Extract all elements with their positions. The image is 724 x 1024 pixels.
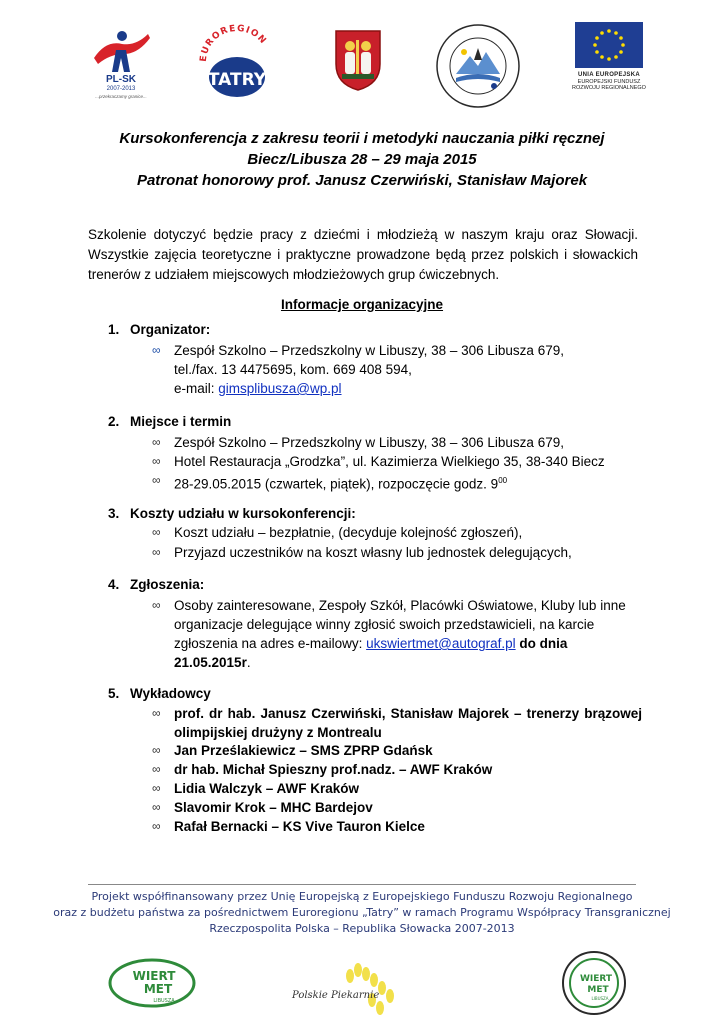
registration-email-link[interactable]: ukswiertmet@autograf.pl: [366, 636, 516, 651]
bakery-logo-text: Polskie Piekarnie: [292, 990, 380, 1001]
list-item: [152, 452, 642, 471]
section-number: 4.: [108, 577, 120, 592]
intro-paragraph: Szkolenie dotyczyć będzie pracy z dziećmi i młodzieżą w naszym kraju oraz Słowacji. Wszystkie zajęcia teoretyczne i praktyczne prowadzone będą przez polskich i słowackich trenerów z udziałem miejscowych młodzieżowych grup ćwiczebnych.: [88, 227, 638, 282]
list-item: [152, 798, 642, 817]
registration-line-1: Osoby zainteresowane, Zespoły Szkół, Placówki Oświatowe, Kluby lub inne: [174, 598, 626, 613]
place-time-sup: 00: [498, 476, 508, 485]
header-logos: [0, 20, 724, 110]
section-place-title: [108, 414, 231, 429]
list-item: [152, 760, 642, 779]
cost-travel: Przyjazd uczestników na koszt własny lub jednostek delegujących,: [174, 545, 572, 560]
organizer-email-link[interactable]: gimsplibusza@wp.pl: [218, 381, 342, 396]
wiertmet-left-bottom: MET: [143, 982, 173, 996]
euroregion-tatry-logo: [194, 22, 280, 104]
infinity-bullet-icon: ∞: [152, 762, 161, 776]
section-title-text: Zgłoszenia:: [130, 577, 205, 592]
eu-logo-line2: EUROPEJSKI FUNDUSZ: [577, 79, 641, 85]
plsk-logo: [86, 28, 156, 108]
wiertmet-left-top: WIERT: [132, 969, 176, 983]
tatry-arc-text: EUROREGION: [198, 23, 269, 63]
organizer-email-label: e-mail:: [174, 381, 219, 396]
section-number: 3.: [108, 506, 120, 521]
list-item: [152, 741, 642, 760]
section-number: 2.: [108, 414, 120, 429]
footer-divider: [88, 884, 636, 885]
registration-line-2: organizacje delegujące winny zgłosić swoich przedstawicieli, na karcie: [174, 617, 595, 632]
list-item: [152, 543, 642, 562]
section-lecturers-title: [108, 686, 211, 701]
infinity-bullet-icon: ∞: [152, 800, 161, 814]
plsk-logo-title: PL-SK: [106, 74, 136, 85]
lecturer-6: Rafał Bernacki – KS Vive Tauron Kielce: [174, 819, 425, 834]
wiertmet-right-sub: LIBUSZA: [591, 996, 609, 1001]
wiertmet-logo-left: [108, 958, 196, 1008]
list-item-continuation: [152, 360, 642, 379]
list-item: [152, 779, 642, 798]
section-title-text: Organizator:: [130, 322, 211, 337]
title-line-1: Kursokonferencja z zakresu teorii i metodyki nauczania piłki ręcznej: [119, 130, 605, 147]
svg-text:EUROREGION: [199, 24, 268, 63]
section-registration-title: [108, 577, 204, 592]
footer-line-3: Rzeczpospolita Polska – Republika Słowacka 2007-2013: [209, 922, 515, 935]
lecturer-1: prof. dr hab. Janusz Czerwiński, Stanisław Majorek – trenerzy brązowej olimpijskiej drużyny z Montrealu: [174, 706, 642, 740]
cost-fee: Koszt udziału – bezpłatnie, (decyduje kolejność zgłoszeń),: [174, 525, 523, 540]
footer-line-1: Projekt współfinansowany przez Unię Europejską z Europejskiego Funduszu Rozwoju Regionalnego: [91, 890, 633, 903]
registration-deadline-prefix: do dnia: [515, 636, 568, 651]
list-item-continuation: [152, 634, 642, 653]
infinity-bullet-icon: ∞: [152, 598, 161, 612]
polskie-piekarnie-logo: [286, 960, 436, 1020]
infinity-bullet-icon: ∞: [152, 343, 161, 357]
list-item-continuation: [152, 379, 642, 398]
place-school: Zespół Szkolno – Przedszkolny w Libuszy, 38 – 306 Libusza 679,: [174, 435, 564, 450]
section-title-text: Wykładowcy: [130, 686, 211, 701]
infinity-bullet-icon: ∞: [152, 819, 161, 833]
title-line-2: Biecz/Libusza 28 – 29 maja 2015: [247, 151, 477, 168]
section-title-text: Miejsce i termin: [130, 414, 232, 429]
registration-deadline-suffix: .: [246, 655, 251, 670]
section-title-text: Koszty udziału w kursokonferencji:: [130, 506, 356, 521]
document-title: [0, 128, 724, 191]
list-item: [152, 704, 642, 742]
coat-of-arms-icon: [333, 28, 383, 92]
tatry-main-text: TATRY: [207, 70, 267, 90]
lecturer-3: dr hab. Michał Spieszny prof.nadz. – AWF Kraków: [174, 762, 493, 777]
infinity-bullet-icon: ∞: [152, 454, 161, 468]
list-item: [152, 433, 642, 452]
infinity-bullet-icon: ∞: [152, 435, 161, 449]
list-item-continuation: [152, 615, 642, 634]
list-item: [152, 523, 642, 542]
place-date: 28-29.05.2015 (czwartek, piątek), rozpoczęcie godz. 9: [174, 476, 499, 492]
wiertmet-right-top: WIERT: [579, 974, 613, 984]
list-item-continuation: [152, 653, 642, 672]
footer-line-2: oraz z budżetu państwa za pośrednictwem Euroregionu „Tatry” w ramach Programu Współpracy Transgranicznej: [53, 906, 671, 919]
infinity-bullet-icon: ∞: [152, 781, 161, 795]
list-item: [152, 471, 642, 494]
title-line-3: Patronat honorowy prof. Janusz Czerwiński, Stanisław Majorek: [136, 172, 588, 189]
section-number: 5.: [108, 686, 120, 701]
list-item: [152, 596, 642, 615]
plsk-logo-years: 2007-2013: [106, 86, 136, 92]
school-seal-logo: [434, 22, 522, 110]
wiertmet-logo-right: [554, 950, 634, 1016]
lecturer-5: Slavomir Krok – MHC Bardejov: [174, 800, 373, 815]
infinity-bullet-icon: ∞: [152, 743, 161, 757]
organizer-phone: tel./fax. 13 4475695, kom. 669 408 594,: [174, 362, 412, 377]
eu-logo-line1: UNIA EUROPEJSKA: [578, 72, 640, 78]
section-heading: Informacje organizacyjne: [280, 297, 444, 312]
infinity-bullet-icon: ∞: [152, 525, 161, 539]
infinity-bullet-icon: ∞: [152, 545, 161, 559]
organizer-address: Zespół Szkolno – Przedszkolny w Libuszy, 38 – 306 Libusza 679,: [174, 343, 564, 358]
section-number: 1.: [108, 322, 120, 337]
registration-deadline-date: 21.05.2015r: [174, 655, 247, 670]
eu-logo-line3: ROZWOJU REGIONALNEGO: [572, 85, 646, 91]
place-hotel: Hotel Restauracja „Grodzka”, ul. Kazimierza Wielkiego 35, 38-340 Biecz: [174, 454, 605, 469]
infinity-bullet-icon: ∞: [152, 706, 161, 720]
list-item: [152, 817, 642, 836]
wiertmet-left-sub: LIBUSZA: [153, 998, 175, 1004]
eu-logo: [563, 20, 655, 98]
list-item: [152, 341, 642, 360]
section-costs-title: [108, 506, 356, 521]
lecturer-2: Jan Prześlakiewicz – SMS ZPRP Gdańsk: [174, 743, 433, 758]
registration-line-3: zgłoszenia na adres e-mailowy:: [174, 636, 367, 651]
wiertmet-right-bottom: MET: [587, 985, 609, 995]
eu-flag-icon: [575, 22, 643, 68]
plsk-figure-icon: [86, 28, 156, 74]
plsk-logo-slogan: ...przekraczamy granice...: [95, 94, 147, 99]
section-organizer-title: [108, 322, 210, 337]
lecturer-4: Lidia Walczyk – AWF Kraków: [174, 781, 360, 796]
infinity-bullet-icon: ∞: [152, 473, 161, 487]
